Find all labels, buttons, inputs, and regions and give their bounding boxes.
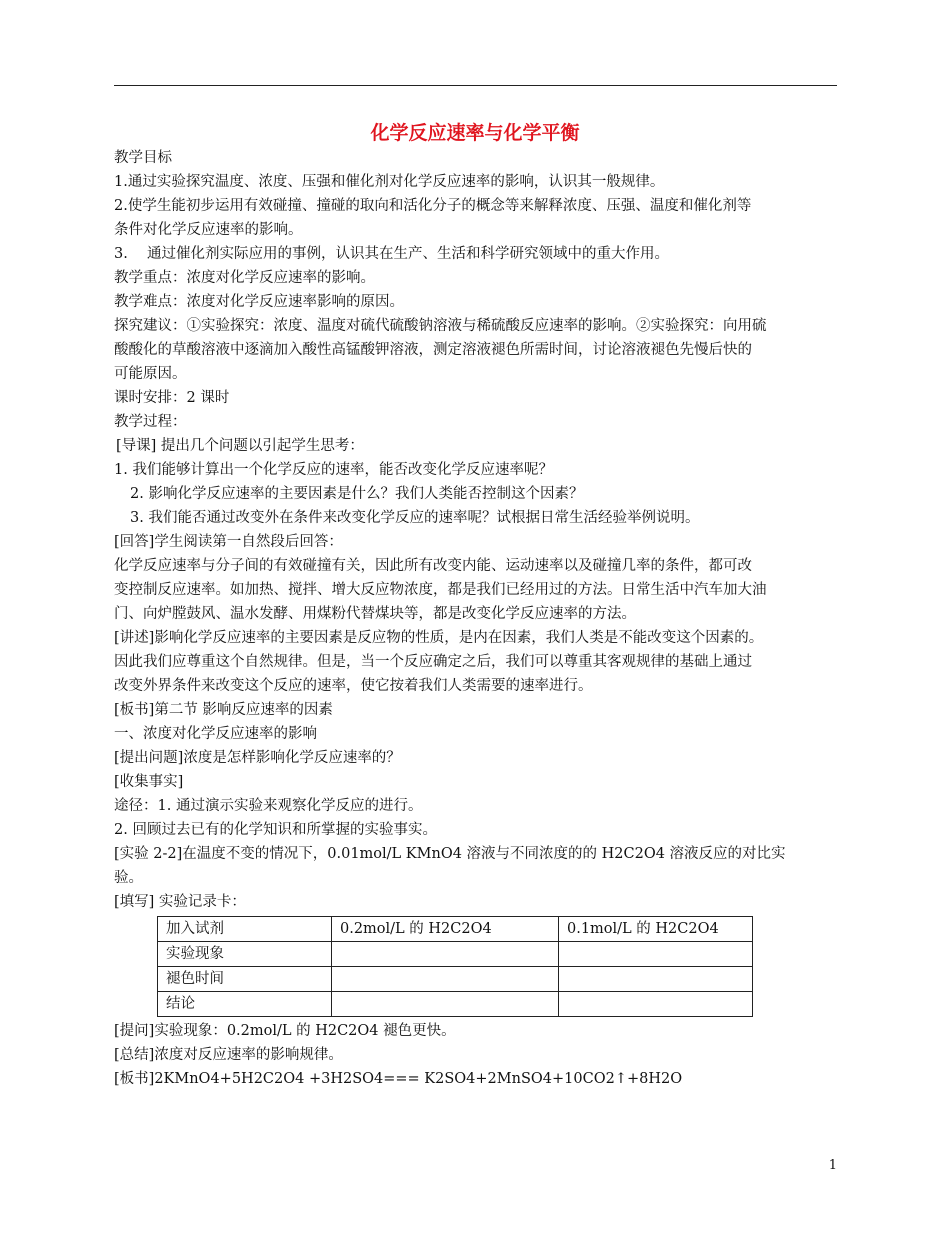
- header-rule: [114, 85, 837, 86]
- text-line: [总结]浓度对反应速率的影响规律。: [114, 1047, 343, 1063]
- text-line: 1.通过实验探究温度、浓度、压强和催化剂对化学反应速率的影响，认识其一般规律。: [114, 174, 665, 190]
- table-row: [158, 917, 753, 942]
- text-line: [板书]2KMnO4+5H2C2O4 +3H2SO4=== K2SO4+2MnSO4+10CO2↑+8H2O: [114, 1071, 683, 1087]
- table-cell: 0.2mol/L 的 H2C2O4: [332, 917, 559, 942]
- text-line: 2. 影响化学反应速率的主要因素是什么？我们人类能否控制这个因素？: [130, 486, 584, 502]
- text-line: 课时安排：2 课时: [114, 390, 230, 406]
- text-line: 一、浓度对化学反应速率的影响: [114, 726, 317, 742]
- text-line: 2. 回顾过去已有的化学知识和所掌握的实验事实。: [114, 822, 437, 838]
- text-line: [提问]实验现象：0.2mol/L 的 H2C2O4 褪色更快。: [114, 1023, 456, 1039]
- table-row: [158, 992, 753, 1017]
- text-line: 教学过程：: [114, 414, 187, 430]
- table-cell: 加入试剂: [158, 917, 332, 942]
- text-line: [提出问题]浓度是怎样影响化学反应速率的？: [114, 750, 401, 766]
- text-line: 3. 通过催化剂实际应用的事例，认识其在生产、生活和科学研究领域中的重大作用。: [114, 246, 669, 262]
- text-line: [填写] 实验记录卡：: [114, 894, 246, 910]
- text-line: 3. 我们能否通过改变外在条件来改变化学反应的速率呢？试根据日常生活经验举例说明。: [130, 510, 700, 526]
- table-cell: [332, 992, 559, 1017]
- document-body: [114, 146, 839, 1091]
- table-cell: 实验现象: [158, 942, 332, 967]
- text-line: 条件对化学反应速率的影响。: [114, 222, 303, 238]
- table-row: [158, 942, 753, 967]
- table-cell: [332, 967, 559, 992]
- table-row: [158, 967, 753, 992]
- table-cell: 0.1mol/L 的 H2C2O4: [559, 917, 753, 942]
- table-cell: [559, 992, 753, 1017]
- text-line: 教学重点：浓度对化学反应速率的影响。: [114, 270, 375, 286]
- text-line: 因此我们应尊重这个自然规律。但是，当一个反应确定之后，我们可以尊重其客观规律的基础上通过: [114, 654, 752, 670]
- text-line: 教学难点：浓度对化学反应速率影响的原因。: [114, 294, 404, 310]
- text-line: [导课] 提出几个问题以引起学生思考：: [116, 438, 364, 454]
- text-line: 1. 我们能够计算出一个化学反应的速率，能否改变化学反应速率呢？: [114, 462, 553, 478]
- text-line: 酸酸化的草酸溶液中逐滴加入酸性高锰酸钾溶液，测定溶液褪色所需时间，讨论溶液褪色先慢后快的: [114, 342, 752, 358]
- table-cell: [332, 942, 559, 967]
- document-title: 化学反应速率与化学平衡: [370, 122, 580, 144]
- text-line: 门、向炉膛鼓风、温水发酵、用煤粉代替煤块等，都是改变化学反应速率的方法。: [114, 606, 636, 622]
- text-line: [收集事实]: [114, 774, 184, 790]
- table-cell: 结论: [158, 992, 332, 1017]
- experiment-record-table: [157, 916, 753, 1017]
- text-line: 可能原因。: [114, 366, 187, 382]
- page-number: 1: [828, 1158, 837, 1173]
- text-line: 探究建议：①实验探究：浓度、温度对硫代硫酸钠溶液与稀硫酸反应速率的影响。②实验探究：向用硫: [114, 318, 767, 334]
- text-line: 2.使学生能初步运用有效碰撞、撞碰的取向和活化分子的概念等来解释浓度、压强、温度和催化剂等: [114, 198, 752, 214]
- text-line: 化学反应速率与分子间的有效碰撞有关，因此所有改变内能、运动速率以及碰撞几率的条件，都可改: [114, 558, 752, 574]
- text-line: [讲述]影响化学反应速率的主要因素是反应物的性质，是内在因素，我们人类是不能改变这个因素的。: [114, 630, 764, 646]
- text-line: [板书]第二节 影响反应速率的因素: [114, 702, 333, 718]
- text-line: [实验 2-2]在温度不变的情况下，0.01mol/L KMnO4 溶液与不同浓度的的 H2C2O4 溶液反应的对比实: [114, 846, 786, 862]
- table-cell: 褪色时间: [158, 967, 332, 992]
- table-cell: [559, 942, 753, 967]
- text-line: 教学目标: [114, 150, 172, 166]
- text-line: 验。: [114, 870, 143, 886]
- text-line: [回答]学生阅读第一自然段后回答：: [114, 534, 343, 550]
- table-cell: [559, 967, 753, 992]
- text-line: 改变外界条件来改变这个反应的速率，使它按着我们人类需要的速率进行。: [114, 678, 593, 694]
- text-line: 变控制反应速率。如加热、搅拌、增大反应物浓度，都是我们已经用过的方法。日常生活中汽车加大油: [114, 582, 767, 598]
- text-line: 途径：1. 通过演示实验来观察化学反应的进行。: [114, 798, 423, 814]
